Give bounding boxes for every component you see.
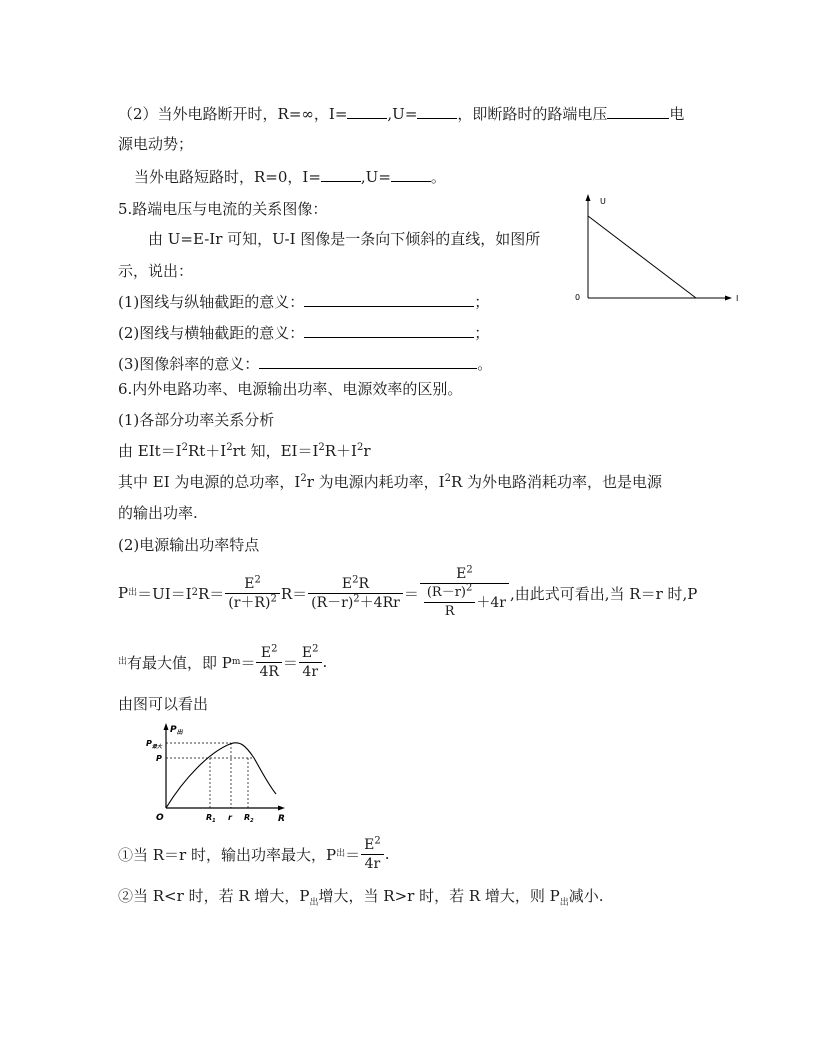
heading-6: [118, 379, 462, 399]
text: E: [456, 566, 467, 582]
text: 由 U=E-Ir 可知，U-I 图像是一条向下倾斜的直线，如图所: [148, 230, 541, 248]
blank-q1[interactable]: [304, 292, 474, 307]
fraction-4R: [256, 644, 281, 681]
text: ＋4r: [476, 594, 506, 611]
superscript: 2: [300, 473, 307, 484]
blank-current[interactable]: [347, 104, 387, 119]
r-axis-label: R: [278, 814, 285, 824]
fraction-2: [308, 575, 403, 612]
text: 4r: [364, 855, 381, 872]
text: 的输出功率.: [118, 504, 198, 522]
fraction-max: [361, 836, 384, 873]
text: ＝: [282, 653, 298, 672]
blank-q3[interactable]: [259, 354, 477, 369]
blank-voltage[interactable]: [417, 104, 457, 119]
text: ②当 R<r 时，若 R 增大，P: [118, 887, 310, 905]
text: ,由此式可看出,当 R＝r 时,P: [509, 584, 698, 603]
text: 。: [430, 168, 446, 186]
text: 示，说出：: [118, 262, 194, 280]
max-power-equation: 出 有最大值，即 P m ＝ $\frac{E^2}{4R}$ ＝ $\frac{E^2}{4r}$ .: [118, 642, 328, 680]
text: 减小.: [568, 887, 604, 905]
p-label: P: [156, 754, 162, 763]
text: E: [301, 644, 313, 661]
heading-6-1: [118, 410, 274, 430]
text: Rt＋I: [187, 442, 227, 460]
power-explanation-cont: [118, 503, 198, 523]
superscript: 2: [465, 582, 473, 594]
text: 其中 EI 为电源的总功率，I: [118, 473, 301, 491]
fraction-4r: [299, 644, 322, 681]
text: 。: [477, 355, 493, 373]
text: R 为外电路消耗功率，也是电源: [450, 473, 663, 491]
line-open-circuit: [118, 104, 684, 124]
r-label: r: [228, 813, 232, 822]
text: .: [322, 653, 328, 671]
text: 4R: [259, 663, 279, 680]
text: 由图可以看出: [118, 695, 209, 713]
text: ＝UI＝I: [137, 584, 192, 603]
text: 6.内外电路功率、电源输出功率、电源效率的区别。: [118, 380, 463, 398]
origin-label: 0: [575, 293, 581, 302]
superscript: 2: [181, 442, 188, 453]
ui-graph: [570, 192, 750, 312]
heading-5: [118, 199, 327, 219]
text: ；: [474, 324, 490, 342]
p-axis-label: $P_出$: [170, 725, 183, 736]
u-axis-arrow: [586, 194, 591, 201]
superscript: 2: [353, 592, 360, 604]
conclusion-2: [118, 886, 604, 906]
superscript: 2: [226, 442, 233, 453]
text: 5.路端电压与电流的关系图像：: [118, 200, 328, 218]
text: R＝: [280, 584, 308, 603]
text: 源电动势；: [118, 135, 194, 153]
text: ①当 R＝r 时，输出功率最大，P: [118, 845, 337, 864]
line-ui-description: [148, 229, 540, 249]
text: ＝: [240, 653, 256, 672]
text: (R－r): [426, 585, 466, 600]
line-short-circuit: [134, 167, 446, 187]
power-relation: [118, 441, 371, 461]
text: ＝: [403, 584, 419, 603]
text: 有最大值，即 P: [127, 653, 232, 672]
text: (3)图像斜率的意义：: [118, 355, 260, 373]
pmax-label: $P_{最大}$: [146, 739, 162, 750]
text: 当外电路短路时，R=0，I=: [134, 168, 321, 186]
text: r: [363, 442, 371, 460]
text: ＝: [345, 845, 361, 864]
line-say: [118, 261, 193, 281]
superscript: 2: [271, 642, 278, 654]
text: ＋4Rr: [359, 594, 400, 611]
text: (r＋R): [228, 594, 271, 611]
graph-intro: [118, 694, 208, 714]
conclusion-1: ①当 R＝r 时，输出功率最大，P 出 ＝ $\frac{E^2}{4r}$ .: [118, 834, 390, 872]
text: 增大，当 R>r 时，若 R 增大，则 P: [318, 887, 560, 905]
text: rt 知，EI＝I: [232, 442, 319, 460]
text: (R－r): [311, 594, 354, 611]
subscript: 出: [559, 898, 569, 908]
text: ,U=: [360, 168, 391, 186]
text: .: [384, 845, 390, 863]
line-emf: [118, 134, 193, 154]
superscript: 2: [444, 473, 451, 484]
text: R＋I: [324, 442, 357, 460]
r1-label: $R_1$: [206, 813, 216, 824]
i-axis-arrow: [725, 296, 732, 301]
superscript: 2: [352, 573, 359, 585]
blank-terminal-voltage[interactable]: [607, 104, 669, 119]
r-axis-arrow: [278, 806, 285, 811]
u-label: U: [600, 197, 606, 206]
heading-6-2: [118, 535, 259, 555]
power-resistance-graph: [140, 722, 300, 826]
r2-label: $R_2$: [244, 813, 254, 824]
text: 由 EIt＝I: [118, 442, 182, 460]
text: 电: [669, 105, 685, 123]
text: (1)各部分功率关系分析: [118, 411, 275, 429]
superscript: 2: [312, 642, 319, 654]
text: (2)图线与横轴截距的意义：: [118, 324, 305, 342]
text: (1)图线与纵轴截距的意义：: [118, 293, 305, 311]
origin-label: O: [156, 813, 164, 823]
text: ；: [474, 293, 490, 311]
blank-short-voltage[interactable]: [391, 167, 431, 182]
text: （2）当外电路断开时，R=∞，I=: [118, 105, 348, 123]
question-1: [118, 292, 489, 312]
output-power-equation: P 出 ＝UI＝I 2 R＝ $\frac{E^2}{(r+R)^2}$ R＝ $\frac{E^2R}{(R-r)^2+4Rr}$ ＝ $E^2$ $\frac{(R-r)^2}{R}$ ＋4r ,由此式可看出,当 R＝r 时,P: [118, 564, 698, 619]
superscript: 2: [466, 564, 473, 576]
superscript: 2: [270, 592, 277, 604]
text: 4r: [302, 663, 319, 680]
fraction-1: [225, 575, 280, 612]
text: E: [260, 644, 272, 661]
superscript: 2: [254, 573, 261, 585]
p-axis-arrow: [164, 723, 169, 730]
blank-short-current[interactable]: [321, 167, 361, 182]
text: E: [244, 575, 255, 592]
question-3: [118, 354, 492, 374]
text: E: [341, 575, 353, 592]
text: r 为电源内耗功率，I: [306, 473, 445, 491]
text: (2)电源输出功率特点: [118, 536, 260, 554]
subscript: 出: [309, 898, 319, 908]
text: R＝: [197, 584, 225, 603]
text: ,U=: [387, 105, 418, 123]
power-curve: [166, 743, 276, 808]
superscript: 2: [374, 834, 381, 846]
text: E: [364, 836, 375, 853]
fraction-3-inner: [424, 584, 476, 621]
blank-q2[interactable]: [304, 323, 474, 338]
text: ，即断路时的路端电压: [457, 105, 608, 123]
fraction-3: [420, 565, 509, 621]
power-explanation: [118, 472, 662, 492]
i-label: I: [736, 294, 739, 303]
text: P: [118, 584, 129, 602]
question-2: [118, 323, 489, 343]
text: R: [444, 604, 455, 619]
ui-line: [588, 216, 696, 298]
superscript: 2: [318, 442, 325, 453]
text: R: [358, 575, 370, 592]
superscript: 2: [357, 442, 364, 453]
